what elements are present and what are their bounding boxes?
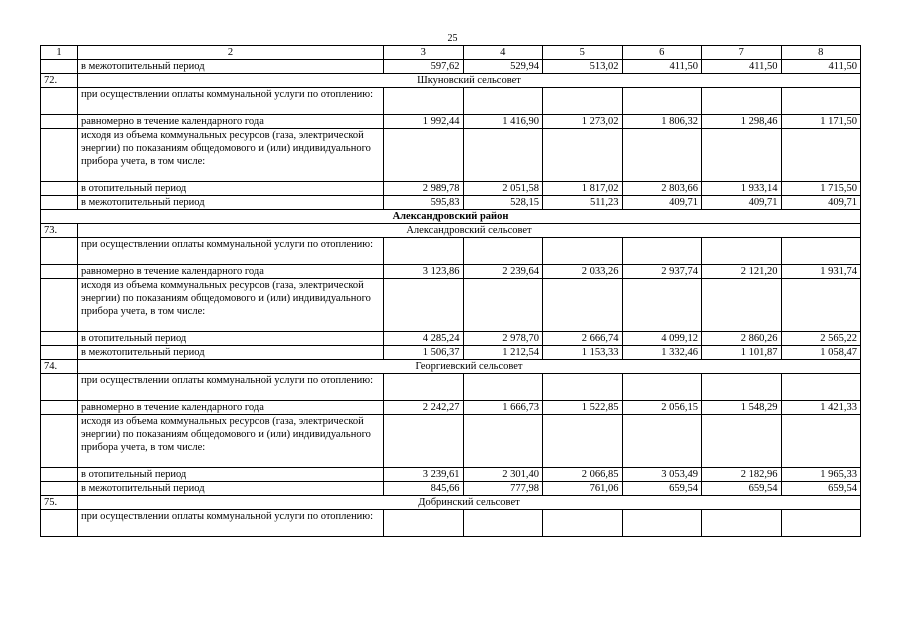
row-label: при осуществлении оплаты коммунальной услуги по отоплению: (78, 88, 384, 115)
value-cell: 1 273,02 (543, 115, 623, 129)
section-index: 72. (41, 74, 78, 88)
value-cell: 2 989,78 (384, 182, 464, 196)
row-number-cell (41, 482, 78, 496)
empty-value-cell (702, 279, 782, 332)
table-row (41, 115, 861, 129)
row-number-cell (41, 60, 78, 74)
value-cell: 1 931,74 (781, 265, 861, 279)
value-cell: 1 992,44 (384, 115, 464, 129)
section-index: 73. (41, 224, 78, 238)
empty-value-cell (622, 415, 702, 468)
row-label: в межотопительный период (78, 60, 384, 74)
value-cell: 3 053,49 (622, 468, 702, 482)
empty-value-cell (543, 374, 623, 401)
row-label: исходя из объема коммунальных ресурсов (газа, электрической энергии) по показаниям общедомового и (или) индивидуального прибора учета, в том числе: (78, 415, 384, 468)
section-row (41, 360, 861, 374)
value-cell: 2 066,85 (543, 468, 623, 482)
empty-value-cell (781, 88, 861, 115)
row-number-cell (41, 332, 78, 346)
empty-value-cell (622, 129, 702, 182)
value-cell: 513,02 (543, 60, 623, 74)
value-cell: 2 121,20 (702, 265, 782, 279)
value-cell: 2 803,66 (622, 182, 702, 196)
empty-value-cell (781, 279, 861, 332)
empty-value-cell (781, 510, 861, 537)
value-cell: 2 051,58 (463, 182, 543, 196)
value-cell: 1 153,33 (543, 346, 623, 360)
column-header: 4 (463, 46, 543, 60)
page-number: 25 (447, 33, 458, 44)
value-cell: 2 565,22 (781, 332, 861, 346)
value-cell: 1 817,02 (543, 182, 623, 196)
row-number-cell (41, 279, 78, 332)
empty-value-cell (384, 374, 464, 401)
value-cell: 2 978,70 (463, 332, 543, 346)
value-cell: 1 806,32 (622, 115, 702, 129)
section-index: 74. (41, 360, 78, 374)
empty-value-cell (702, 88, 782, 115)
value-cell: 3 239,61 (384, 468, 464, 482)
row-number-cell (41, 374, 78, 401)
value-cell: 1 332,46 (622, 346, 702, 360)
row-label: при осуществлении оплаты коммунальной услуги по отоплению: (78, 374, 384, 401)
value-cell: 409,71 (702, 196, 782, 210)
column-header: 6 (622, 46, 702, 60)
empty-value-cell (781, 238, 861, 265)
value-cell: 411,50 (781, 60, 861, 74)
column-header: 2 (78, 46, 384, 60)
row-label: при осуществлении оплаты коммунальной услуги по отоплению: (78, 510, 384, 537)
empty-value-cell (543, 279, 623, 332)
value-cell: 2 182,96 (702, 468, 782, 482)
table-row (41, 468, 861, 482)
value-cell: 761,06 (543, 482, 623, 496)
table-row (41, 265, 861, 279)
empty-value-cell (543, 415, 623, 468)
value-cell: 2 860,26 (702, 332, 782, 346)
value-cell: 777,98 (463, 482, 543, 496)
table-row (41, 196, 861, 210)
table-row (41, 346, 861, 360)
row-label: в межотопительный период (78, 196, 384, 210)
empty-value-cell (543, 88, 623, 115)
row-label: равномерно в течение календарного года (78, 401, 384, 415)
empty-value-cell (543, 510, 623, 537)
value-cell: 2 301,40 (463, 468, 543, 482)
tariff-table (40, 45, 861, 537)
value-cell: 1 421,33 (781, 401, 861, 415)
empty-value-cell (543, 238, 623, 265)
empty-value-cell (384, 88, 464, 115)
empty-value-cell (463, 374, 543, 401)
row-number-cell (41, 238, 78, 265)
value-cell: 659,54 (702, 482, 782, 496)
section-row (41, 224, 861, 238)
value-cell: 659,54 (781, 482, 861, 496)
value-cell: 1 058,47 (781, 346, 861, 360)
table-row (41, 182, 861, 196)
value-cell: 2 242,27 (384, 401, 464, 415)
value-cell: 1 506,37 (384, 346, 464, 360)
row-label: в отопительный период (78, 468, 384, 482)
empty-value-cell (622, 510, 702, 537)
empty-value-cell (702, 510, 782, 537)
section-row (41, 496, 861, 510)
empty-value-cell (781, 374, 861, 401)
value-cell: 1 298,46 (702, 115, 782, 129)
row-label: в межотопительный период (78, 482, 384, 496)
row-label: при осуществлении оплаты коммунальной услуги по отоплению: (78, 238, 384, 265)
row-label: исходя из объема коммунальных ресурсов (газа, электрической энергии) по показаниям общедомового и (или) индивидуального прибора учета, в том числе: (78, 129, 384, 182)
empty-value-cell (622, 279, 702, 332)
value-cell: 1 715,50 (781, 182, 861, 196)
row-label: в отопительный период (78, 182, 384, 196)
empty-value-cell (384, 510, 464, 537)
district-row (41, 210, 861, 224)
value-cell: 597,62 (384, 60, 464, 74)
value-cell: 3 123,86 (384, 265, 464, 279)
empty-value-cell (781, 415, 861, 468)
empty-value-cell (622, 88, 702, 115)
section-row (41, 74, 861, 88)
row-number-cell (41, 468, 78, 482)
column-header: 8 (781, 46, 861, 60)
table-row (41, 401, 861, 415)
value-cell: 1 101,87 (702, 346, 782, 360)
empty-value-cell (463, 238, 543, 265)
empty-value-cell (384, 129, 464, 182)
section-name: Георгиевский сельсовет (78, 360, 861, 374)
row-number-cell (41, 510, 78, 537)
empty-value-cell (384, 238, 464, 265)
row-number-cell (41, 346, 78, 360)
value-cell: 1 416,90 (463, 115, 543, 129)
empty-value-cell (463, 510, 543, 537)
value-cell: 2 056,15 (622, 401, 702, 415)
empty-value-cell (463, 415, 543, 468)
row-label: в отопительный период (78, 332, 384, 346)
row-label: исходя из объема коммунальных ресурсов (газа, электрической энергии) по показаниям общедомового и (или) индивидуального прибора учета, в том числе: (78, 279, 384, 332)
value-cell: 595,83 (384, 196, 464, 210)
subheader-row (41, 415, 861, 468)
section-name: Александровский сельсовет (78, 224, 861, 238)
empty-value-cell (702, 374, 782, 401)
empty-value-cell (781, 129, 861, 182)
value-cell: 529,94 (463, 60, 543, 74)
subheader-row (41, 279, 861, 332)
value-cell: 4 285,24 (384, 332, 464, 346)
value-cell: 2 666,74 (543, 332, 623, 346)
value-cell: 4 099,12 (622, 332, 702, 346)
value-cell: 409,71 (622, 196, 702, 210)
column-header: 7 (702, 46, 782, 60)
subheader-row (41, 238, 861, 265)
row-number-cell (41, 401, 78, 415)
value-cell: 1 666,73 (463, 401, 543, 415)
row-number-cell (41, 415, 78, 468)
value-cell: 1 548,29 (702, 401, 782, 415)
table-body (41, 46, 861, 537)
column-header: 5 (543, 46, 623, 60)
value-cell: 1 212,54 (463, 346, 543, 360)
row-label: равномерно в течение календарного года (78, 115, 384, 129)
empty-value-cell (463, 279, 543, 332)
row-label: равномерно в течение календарного года (78, 265, 384, 279)
row-number-cell (41, 196, 78, 210)
empty-value-cell (702, 129, 782, 182)
value-cell: 511,23 (543, 196, 623, 210)
value-cell: 2 239,64 (463, 265, 543, 279)
value-cell: 1 522,85 (543, 401, 623, 415)
column-header-row (41, 46, 861, 60)
value-cell: 411,50 (622, 60, 702, 74)
row-number-cell (41, 265, 78, 279)
district-name: Александровский район (41, 210, 861, 224)
row-number-cell (41, 88, 78, 115)
subheader-row (41, 88, 861, 115)
empty-value-cell (463, 129, 543, 182)
row-number-cell (41, 115, 78, 129)
subheader-row (41, 129, 861, 182)
table-row (41, 482, 861, 496)
value-cell: 1 933,14 (702, 182, 782, 196)
column-header: 3 (384, 46, 464, 60)
value-cell: 2 033,26 (543, 265, 623, 279)
empty-value-cell (702, 238, 782, 265)
empty-value-cell (622, 374, 702, 401)
subheader-row (41, 510, 861, 537)
value-cell: 1 965,33 (781, 468, 861, 482)
empty-value-cell (384, 415, 464, 468)
empty-value-cell (702, 415, 782, 468)
section-index: 75. (41, 496, 78, 510)
empty-value-cell (622, 238, 702, 265)
value-cell: 528,15 (463, 196, 543, 210)
value-cell: 1 171,50 (781, 115, 861, 129)
section-name: Добринский сельсовет (78, 496, 861, 510)
empty-value-cell (463, 88, 543, 115)
value-cell: 659,54 (622, 482, 702, 496)
value-cell: 411,50 (702, 60, 782, 74)
column-header: 1 (41, 46, 78, 60)
value-cell: 2 937,74 (622, 265, 702, 279)
table-row (41, 60, 861, 74)
table-row (41, 332, 861, 346)
row-label: в межотопительный период (78, 346, 384, 360)
value-cell: 409,71 (781, 196, 861, 210)
empty-value-cell (543, 129, 623, 182)
section-name: Шкуновский сельсовет (78, 74, 861, 88)
subheader-row (41, 374, 861, 401)
empty-value-cell (384, 279, 464, 332)
row-number-cell (41, 129, 78, 182)
value-cell: 845,66 (384, 482, 464, 496)
row-number-cell (41, 182, 78, 196)
